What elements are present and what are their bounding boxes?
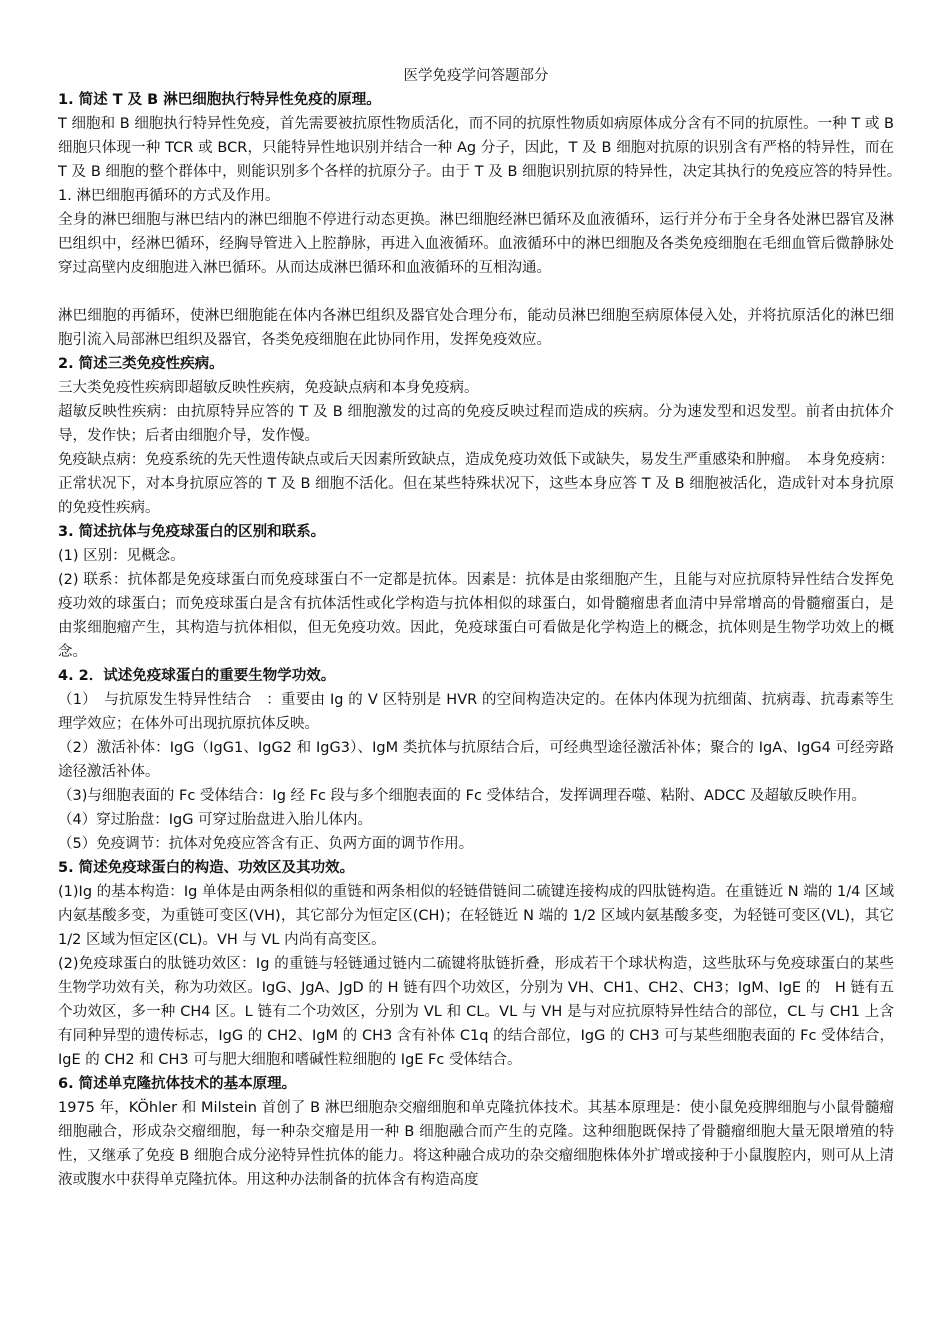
question-5-para-2: (2)免疫球蛋白的肽链功效区：Ig 的重链与轻链通过链内二硫键将肽链折叠，形成若干个球状构造，这些肽环与免疫球蛋白的某些生物学功效有关，称为功效区。IgG、JgA、JgD 的 H 链有四个功效区，分别为 VH、CH1、CH2、CH3；IgM、IgE 的 H 链有五个功效区，多一种 CH4 区。L 链有二个功效区，分别为 VL 和 CL。VL 与 VH 是与对应抗原特异性结合的部位，CL 与 CH1 上含有同种异型的遗传标志，IgG 的 CH2、IgM 的 CH3 含有补体 C1q 的结合部位，IgG 的 CH3 可与某些细胞表面的 Fc 受体结合，IgE 的 CH2 和 CH3 可与肥大细胞和嗜碱性粒细胞的 IgE Fc 受体结合。 [58,956,894,1068]
question-2-para-1: 三大类免疫性疾病即超敏反映性疾病，免疫缺点病和本身免疫病。 [58,380,479,396]
question-5-heading: 5. 简述免疫球蛋白的构造、功效区及其功效。 [58,860,355,876]
question-1-answer-2: 全身的淋巴细胞与淋巴结内的淋巴细胞不停进行动态更换。淋巴细胞经淋巴循环及血液循环，运行并分布于全身各处淋巴器官及淋巴组织中，经淋巴循环，经胸导管进入上腔静脉，再进入血液循环。血液循环中的淋巴细胞及各类免疫细胞在毛细血管后微静脉处穿过高壁内皮细胞进入淋巴循环。从而达成淋巴循环和血液循环的互相沟通。 [58,212,894,276]
question-4-item-4: （4）穿过胎盘：IgG 可穿过胎盘进入胎儿体内。 [58,812,373,828]
question-4-heading: 4. 2．试述免疫球蛋白的重要生物学功效。 [58,668,336,684]
question-4-item-3: （3)与细胞表面的 Fc 受体结合：Ig 经 Fc 段与多个细胞表面的 Fc 受体结合，发挥调理吞噬、粘附、ADCC 及超敏反映作用。 [58,788,867,804]
question-6-heading: 6. 简述单克隆抗体技术的基本原理。 [58,1076,297,1092]
question-2-para-3: 免疫缺点病：免疫系统的先天性遗传缺点或后天因素所致缺点，造成免疫功效低下或缺失，易发生严重感染和肿瘤。 本身免疫病：正常状况下，对本身抗原应答的 T 及 B 细胞不活化。但在某些特殊状况下，这些本身应答 T 及 B 细胞被活化，造成针对本身抗原的免疫性疾病。 [58,452,894,516]
question-4-item-5: （5）免疫调节：抗体对免疫应答含有正、负两方面的调节作用。 [58,836,474,852]
question-4-item-2: （2）激活补体：IgG（IgG1、IgG2 和 IgG3）、IgM 类抗体与抗原结合后，可经典型途径激活补体；聚合的 IgA、IgG4 可经旁路途径激活补体。 [58,740,894,780]
question-6-para-1: 1975 年，KÖhler 和 Milstein 首创了 B 淋巴细胞杂交瘤细胞和单克隆抗体技术。其基本原理是：使小鼠免疫脾细胞与小鼠骨髓瘤细胞融合，形成杂交瘤细胞，每一种杂交瘤是用一种 B 细胞融合而产生的克隆。这种细胞既保持了骨髓瘤细胞大量无限增殖的特性，又继承了免疫 B 细胞合成分泌特异性抗体的能力。将这种融合成功的杂交瘤细胞株体外扩增或接种于小鼠腹腔内，则可从上清液或腹水中获得单克隆抗体。用这种办法制备的抗体含有构造高度 [58,1100,894,1188]
question-3-para-1: (1) 区别：见概念。 [58,548,185,564]
document-page [58,64,914,1192]
question-2-para-2: 超敏反映性疾病：由抗原特异应答的 T 及 B 细胞激发的过高的免疫反映过程而造成的疾病。分为速发型和迟发型。前者由抗体介导，发作快；后者由细胞介导，发作慢。 [58,404,894,444]
question-3-para-2: (2) 联系：抗体都是免疫球蛋白而免疫球蛋白不一定都是抗体。因素是：抗体是由浆细胞产生，且能与对应抗原特异性结合发挥免疫功效的球蛋白；而免疫球蛋白是含有抗体活性或化学构造与抗体相似的球蛋白，如骨髓瘤患者血清中异常增高的骨髓瘤蛋白，是由浆细胞瘤产生，其构造与抗体相似，但无免疫功效。因此，免疫球蛋白可看做是化学构造上的概念，抗体则是生物学功效上的概念。 [58,572,894,660]
blank-line [58,280,894,304]
question-4-item-1: （1） 与抗原发生特异性结合 ：重要由 Ig 的 V 区特别是 HVR 的空间构造决定的。在体内体现为抗细菌、抗病毒、抗毒素等生理学效应；在体外可出现抗原抗体反映。 [58,692,894,732]
question-3-heading: 3. 简述抗体与免疫球蛋白的区别和联系。 [58,524,326,540]
document-title: 医学免疫学问答题部分 [403,68,549,84]
question-5-para-1: (1)Ig 的基本构造：Ig 单体是由两条相似的重链和两条相似的轻链借链间二硫键连接构成的四肽链构造。在重链近 N 端的 1/4 区域内氨基酸多变，为重链可变区(VH)，其它部分为恒定区(CH)；在轻链近 N 端的 1/2 区域内氨基酸多变，为轻链可变区(VL)，其它 1/2 区域为恒定区(CL)。VH 与 VL 内尚有高变区。 [58,884,894,948]
question-1-heading: 1. 简述 T 及 B 淋巴细胞执行特异性免疫的原理。 [58,92,381,108]
question-2-heading: 2. 简述三类免疫性疾病。 [58,356,224,372]
question-1-answer: T 细胞和 B 细胞执行特异性免疫，首先需要被抗原性物质活化，而不同的抗原性物质如病原体成分含有不同的抗原性。一种 T 或 B 细胞只体现一种 TCR 或 BCR，只能特异性地识别并结合一种 Ag 分子，因此，T 及 B 细胞对抗原的识别含有严格的特异性，而在 T 及 B 细胞的整个群体中，则能识别多个各样的抗原分子。由于 T 及 B 细胞识别抗原的特异性，决定其执行的免疫应答的特异性。 1. 淋巴细胞再循环的方式及作用。 [58,116,914,204]
question-1-answer-3: 淋巴细胞的再循环，使淋巴细胞能在体内各淋巴组织及器官处合理分布，能动员淋巴细胞至病原体侵入处，并将抗原活化的淋巴细胞引流入局部淋巴组织及器官，各类免疫细胞在此协同作用，发挥免疫效应。 [58,308,894,348]
